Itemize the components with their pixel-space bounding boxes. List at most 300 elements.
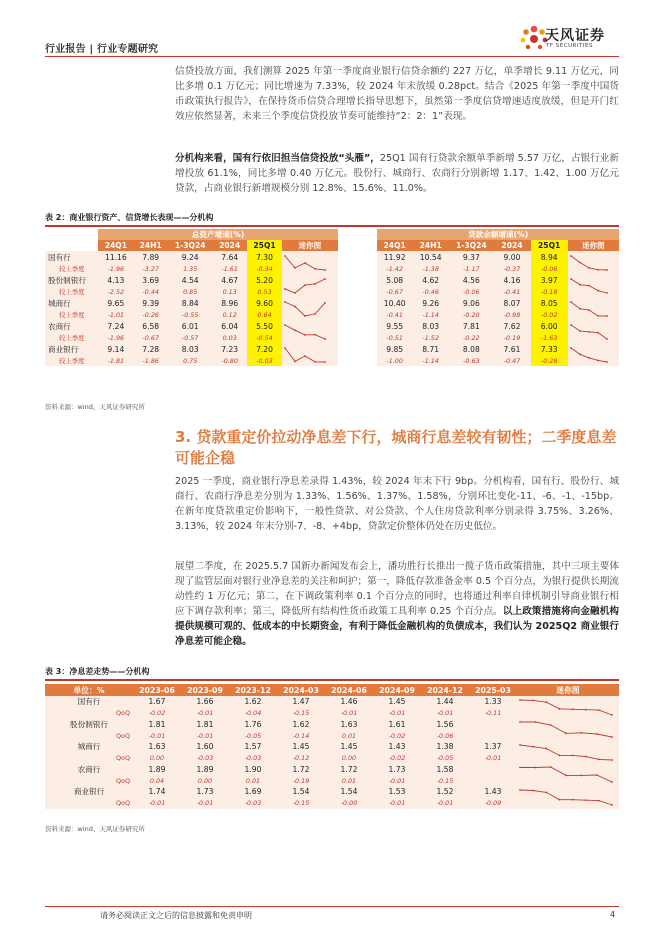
table-row [45,764,619,776]
table-cell: 6.04 [212,320,247,332]
empty-cell [338,355,378,366]
column-header: 2023-09 [181,684,229,696]
paragraph-body: 25Q1 国有行贷款余额单季新增 5.57 万亿，占银行业新增投放 61.1%，同比多增 0.40 万亿元。股份行、城商行、农商行分别新增 1.17、1.42、1.00 万亿元贷款，占商业银行新增规模分别 12.8%、15.6%、11.0%。 [175,153,619,194]
paragraph-body: 展望二季度，在 2025.5.7 国新办新闻发布会上，潘功胜行长推出一揽子货币政策措施，其中三项主要体现了监管层面对银行业净息差的关注和呵护；第一，降低存款准备金率 0.5 个百分点，为银行提供长期流动性约 1 万亿元；第二，在下调政策利率 0.1 个百分点的同时，也将通过利率自律机制引导商业银行相应下调存款利率；第三，降低所有结构性货币政策工具利率 0.25 个百分点。 [175,561,619,617]
sparkline-cell [568,320,619,343]
table-cell: 7.64 [212,251,247,263]
table-row [45,274,619,286]
column-header: 2024-12 [421,684,469,696]
table-cell: 1.46 [325,696,373,708]
table-cell: 11.16 [98,251,133,263]
row-label: 商业银行 [45,786,133,798]
table3-title: 表 3：净息差走势——分机构 [45,667,150,676]
row-label: 农商行 [45,320,98,332]
table-cell: 11.92 [377,251,412,263]
table-cell: 1.60 [181,741,229,753]
table-cell: -0.46 [412,286,449,297]
table-cell: 1.67 [133,696,181,708]
table-cell: -1.52 [412,332,449,343]
table-cell: -0.02 [133,708,181,719]
column-header: 2024 [212,240,247,251]
logo-subtext: TF SECURITIES [546,43,593,49]
table-cell: -0.20 [449,309,493,320]
table-cell: -0.47 [493,355,530,366]
table-row [45,343,619,355]
empty-cell [338,343,378,355]
sparkline-icon [568,277,610,295]
table-cell: 1.45 [325,741,373,753]
table-cell: -1.86 [133,355,168,366]
sparkline-cell [517,764,619,787]
row-label: 国有行 [45,251,98,263]
column-header: 24H1 [412,240,449,251]
table-cell: 6.01 [168,320,212,332]
table-cell: 1.53 [373,786,421,798]
table-cell: -0.67 [377,286,412,297]
sparkline-icon [517,788,615,807]
sparkline-icon [517,765,615,784]
table-cell: 9.14 [98,343,133,355]
table-cell: 1.81 [133,719,181,731]
table-cell: -0.41 [493,286,530,297]
empty-cell [338,309,378,320]
empty-cell [45,229,98,240]
table-cell: 1.45 [277,741,325,753]
table-cell: -0.54 [247,332,282,343]
table-cell: 7.24 [98,320,133,332]
table-cell: -1.61 [212,263,247,274]
table-cell: -0.01 [133,730,181,741]
table-cell: 7.33 [531,343,568,355]
empty-cell [338,240,378,251]
column-header: 24Q1 [377,240,412,251]
table-cell: -0.37 [493,263,530,274]
table-cell: -0.26 [133,309,168,320]
paragraph-conclusion-bold: 以上政策措施将向金融机构提供规模可观的、低成本的中长期资金，有利于降低金融机构的负债成本，我们认为 2025Q2 商业银行净息差可能企稳。 [175,606,620,647]
table-cell: 9.39 [133,297,168,309]
table-cell: 0.64 [247,309,282,320]
table-cell: 8.07 [493,297,530,309]
table-cell: 1.63 [325,719,373,731]
table-row [45,741,619,753]
section-3-title: 3. 贷款重定价拉动净息差下行，城商行息差较有韧性；二季度息差可能企稳 [175,428,617,467]
table3-source: 资料来源：wind、天风证券研究所 [45,825,145,833]
table-cell: 4.54 [168,274,212,286]
sparkline-cell [568,297,619,320]
table-cell: -0.05 [421,753,469,764]
table-cell: 0.04 [133,775,181,786]
table-cell: -0.22 [449,332,493,343]
sparkline-cell [568,274,619,297]
table-cell: 9.55 [377,320,412,332]
table-cell: 1.38 [421,741,469,753]
subrow-label: 较上季度 [45,286,98,297]
table-cell: 7.23 [212,343,247,355]
column-header: 2024-06 [325,684,373,696]
table-cell: 9.00 [493,251,530,263]
table-row [45,719,619,731]
table-cell: 1.57 [229,741,277,753]
table-cell: 3.97 [531,274,568,286]
table-cell: -0.63 [449,355,493,366]
table-cell: 7.30 [247,251,282,263]
paragraph-nim-outlook [175,559,619,649]
table-cell: -1.96 [98,332,133,343]
empty-cell [338,229,378,240]
row-label: 股份制银行 [45,274,98,286]
subrow-label: 较上季度 [45,355,98,366]
table-cell: 1.58 [421,764,469,776]
table-cell: -0.80 [212,355,247,366]
table-cell: 5.20 [247,274,282,286]
table-cell: 7.61 [493,343,530,355]
table-cell: -0.11 [469,708,517,719]
table-cell: 8.03 [412,320,449,332]
sparkline-icon [282,254,328,272]
table-cell [469,730,517,741]
table-cell: -0.03 [229,753,277,764]
table-cell: -0.19 [493,332,530,343]
subrow-label: QoQ [45,775,133,786]
table-cell: 1.72 [325,764,373,776]
empty-cell [338,274,378,286]
table-cell: 0.00 [181,775,229,786]
table-cell: 0.75 [168,355,212,366]
subrow-label: QoQ [45,708,133,719]
table-cell: 1.37 [469,741,517,753]
sparkline-icon [568,300,610,318]
table-cell: 0.01 [229,775,277,786]
row-label: 国有行 [45,696,133,708]
sparkline-cell [568,251,619,274]
row-label: 农商行 [45,764,133,776]
table-cell: -1.63 [531,332,568,343]
table-cell: 7.89 [133,251,168,263]
table-cell: 0.01 [325,730,373,741]
table-row [45,696,619,708]
table-cell: 1.89 [181,764,229,776]
sparkline-cell [282,343,338,366]
table-cell: -3.27 [133,263,168,274]
column-header: 2023-06 [133,684,181,696]
row-label: 商业银行 [45,343,98,355]
table-cell: -0.98 [493,309,530,320]
table-cell: 0.13 [212,286,247,297]
table-cell: -1.14 [412,355,449,366]
sparkline-cell [282,297,338,320]
table-cell: -0.67 [133,332,168,343]
table-cell: 4.13 [98,274,133,286]
column-header: 迷你图 [568,240,619,251]
table-cell: 0.01 [325,775,373,786]
table-row [45,251,619,263]
subrow-label: 较上季度 [45,309,98,320]
footer-divider [45,906,619,907]
table-cell: 1.73 [373,764,421,776]
table-cell: 1.89 [133,764,181,776]
row-label: 城商行 [45,741,133,753]
table-cell: 6.00 [531,320,568,332]
table-cell: -0.06 [449,286,493,297]
table3-nim-trend [45,684,619,809]
column-header: 迷你图 [282,240,338,251]
table-cell: -0.51 [377,332,412,343]
sparkline-icon [568,254,610,272]
table-cell: -0.06 [531,263,568,274]
header-divider [45,56,619,57]
table-cell: -0.02 [373,730,421,741]
table-cell: 8.84 [168,297,212,309]
table-cell: 1.52 [421,786,469,798]
table-cell: 1.54 [325,786,373,798]
table-cell: -1.00 [377,355,412,366]
unit-label: 单位：% [45,684,133,696]
table-cell: 10.40 [377,297,412,309]
table-cell: 0.53 [247,286,282,297]
table2-asset-loan-growth [45,229,619,366]
table-cell: 8.05 [531,297,568,309]
table-cell: 8.94 [531,251,568,263]
table-cell: -0.57 [168,332,212,343]
table-cell: -1.42 [377,263,412,274]
table-cell: 1.56 [421,719,469,731]
table2-source: 资料来源：wind、天风证券研究所 [45,403,145,411]
empty-cell [338,263,378,274]
table3-top-rule [45,679,619,681]
table2-column-header-row [45,240,619,251]
table-cell: -0.01 [373,775,421,786]
column-header: 2024 [493,240,530,251]
table2-title: 表 2：商业银行资产、信贷增长表现——分机构 [45,213,214,222]
table-cell: 9.85 [377,343,412,355]
table-cell: 9.24 [168,251,212,263]
table-cell [469,719,517,731]
sparkline-cell [517,719,619,742]
table-cell: 0.00 [325,753,373,764]
table-cell: 4.67 [212,274,247,286]
table-cell: -1.01 [98,309,133,320]
subrow-label: QoQ [45,730,133,741]
table-cell: -0.01 [181,730,229,741]
table-cell: 1.47 [277,696,325,708]
sparkline-cell [282,274,338,297]
table-cell [469,764,517,776]
paragraph-nim-q1: 2025 一季度，商业银行净息差录得 1.43%，较 2024 年末下行 9bp。分机构看，国有行、股份行、城商行、农商行净息差分别为 1.33%、1.56%、1.37%、1.58%，分别环比变化-11、-6、-1、-15bp。在新年度贷款重定价影响下，一般性贷款、对公贷款、个人住房贷款利率分别录得 3.75%、3.26%、3.13%，较 2024 年末分别-7、-8、+4bp，贷款定价整体仍处在历史低位。 [175,476,619,532]
report-category-label: 行业报告 | 行业专题研究 [45,44,159,55]
sparkline-cell [282,320,338,343]
table-cell: -0.01 [373,708,421,719]
table-cell: -0.28 [531,355,568,366]
table-cell: -0.15 [277,798,325,809]
table-row [45,297,619,309]
table-cell: -0.09 [469,798,517,809]
table-cell: -0.15 [421,775,469,786]
sparkline-icon [282,300,328,318]
column-header: 2024-09 [373,684,421,696]
empty-cell [338,286,378,297]
table-cell: -1.14 [412,309,449,320]
table-cell: 1.44 [421,696,469,708]
table-cell: 0.85 [168,286,212,297]
subrow-label: QoQ [45,798,133,809]
sparkline-cell [517,696,619,719]
table-cell: 1.33 [469,696,517,708]
table-cell: 1.66 [181,696,229,708]
table-cell: 8.71 [412,343,449,355]
sparkline-cell [517,741,619,764]
column-header: 25Q1 [247,240,282,251]
column-header: 25Q1 [531,240,568,251]
group-header-asset: 总资产增速(%) [98,229,337,240]
table-cell: -0.01 [469,753,517,764]
empty-cell [338,251,378,263]
page-number: 4 [610,910,616,919]
table-cell: 4.16 [493,274,530,286]
footer-disclaimer: 请务必阅读正文之后的信息披露和免责申明 [100,911,252,920]
table-cell: 5.50 [247,320,282,332]
table-cell: -0.03 [181,753,229,764]
table-cell: 1.45 [373,696,421,708]
table-cell: -1.96 [98,263,133,274]
sparkline-icon [517,698,615,717]
table-cell: 1.81 [181,719,229,731]
paragraph-lead-bold: 分机构来看，国有行依旧担当信贷投放“头雁”， [175,153,380,164]
subrow-label: 较上季度 [45,263,98,274]
table-cell: -2.52 [98,286,133,297]
table-cell: 0.12 [212,309,247,320]
table-cell: -0.41 [377,309,412,320]
table-cell: 5.08 [377,274,412,286]
table-cell: 1.43 [469,786,517,798]
table-cell: -1.17 [449,263,493,274]
table-cell: 9.26 [412,297,449,309]
column-header: 2024-03 [277,684,325,696]
table-cell: -0.01 [181,708,229,719]
table-cell: 1.61 [373,719,421,731]
table-cell: 7.20 [247,343,282,355]
subrow-label: 较上季度 [45,332,98,343]
logo-text: 天风证券 [545,28,605,44]
empty-cell [338,297,378,309]
sparkline-cell [568,343,619,366]
table-cell: -0.01 [325,708,373,719]
table-cell: 1.72 [277,764,325,776]
table-cell: 1.90 [229,764,277,776]
row-label: 股份制银行 [45,719,133,731]
table-cell: 1.43 [373,741,421,753]
table2-top-rule [45,225,619,227]
table-cell: 9.60 [247,297,282,309]
table-cell: 4.56 [449,274,493,286]
sparkline-icon [282,323,328,341]
table-cell: -0.05 [229,730,277,741]
table-cell: -0.01 [421,708,469,719]
table-cell: 1.73 [181,786,229,798]
table-cell: 7.81 [449,320,493,332]
table-cell: -0.01 [373,798,421,809]
table-cell: -0.55 [168,309,212,320]
sparkline-icon [282,277,328,295]
sparkline-icon [517,720,615,739]
table-cell: -0.44 [133,286,168,297]
paragraph-credit-overview: 信贷投放方面，我们测算 2025 年第一季度商业银行信贷余额约 227 万亿，单季增长 9.11 万亿元，同比多增 0.1 万亿元；同比增速为 7.33%，较 2024 年末放缓 0.28pct。结合《2025 年第一季度中国货币政策执行报告》，在保持货币信贷合理增长指导思想下，虽然第一季度信贷增速适度放缓，但是开门红效应依然显著，未来三个季度信贷投放节奏可能维持“2：2：1”表现。 [175,66,619,122]
table-cell: 9.06 [449,297,493,309]
table-cell: -0.34 [247,263,282,274]
table-row [45,786,619,798]
table-cell: 0.03 [212,332,247,343]
table-cell: -0.00 [325,798,373,809]
table-cell: 1.54 [277,786,325,798]
sparkline-cell [517,786,619,809]
empty-cell [45,240,98,251]
sparkline-icon [568,323,610,341]
table-cell: 1.63 [133,741,181,753]
table-cell: -0.03 [229,798,277,809]
table-cell: -0.04 [229,708,277,719]
table-cell: 10.54 [412,251,449,263]
column-header: 2025-03 [469,684,517,696]
table-cell: -0.02 [373,753,421,764]
sparkline-icon [517,743,615,762]
table-cell: 9.65 [98,297,133,309]
sparkline-icon [568,346,610,364]
table-cell: 4.62 [412,274,449,286]
table-cell: -0.06 [421,730,469,741]
table-cell: 3.69 [133,274,168,286]
table-cell: 1.35 [168,263,212,274]
table-cell: -0.14 [277,730,325,741]
table-cell: 8.08 [449,343,493,355]
table-cell: -1.38 [412,263,449,274]
row-label: 城商行 [45,297,98,309]
paragraph-by-institution [175,151,619,196]
table-cell: -0.01 [133,798,181,809]
table-cell: 1.62 [277,719,325,731]
column-header: 1-3Q24 [449,240,493,251]
table-cell: 1.69 [229,786,277,798]
table-cell: 0.00 [133,753,181,764]
table-cell: -0.15 [277,708,325,719]
column-header: 迷你图 [517,684,619,696]
table-cell: 8.96 [212,297,247,309]
table2-group-header-row [45,229,619,240]
subrow-label: QoQ [45,753,133,764]
table-cell: -0.01 [181,798,229,809]
table-cell: 7.28 [133,343,168,355]
table-cell: -1.81 [98,355,133,366]
table-cell: 8.03 [168,343,212,355]
empty-cell [338,320,378,332]
group-header-loan: 贷款余额增速(%) [377,229,619,240]
table-cell: 1.76 [229,719,277,731]
table-cell: -0.03 [247,355,282,366]
table-cell: 7.62 [493,320,530,332]
column-header: 24H1 [133,240,168,251]
table-cell: -0.01 [421,798,469,809]
table-cell: 6.58 [133,320,168,332]
column-header: 1-3Q24 [168,240,212,251]
sparkline-cell [282,251,338,274]
column-header: 24Q1 [98,240,133,251]
table-cell: -0.12 [277,753,325,764]
column-header: 2023-12 [229,684,277,696]
table-cell: 9.37 [449,251,493,263]
table-cell: -0.19 [277,775,325,786]
table-cell: -0.18 [531,286,568,297]
table-row [45,320,619,332]
sparkline-icon [282,346,328,364]
table-cell: 1.74 [133,786,181,798]
